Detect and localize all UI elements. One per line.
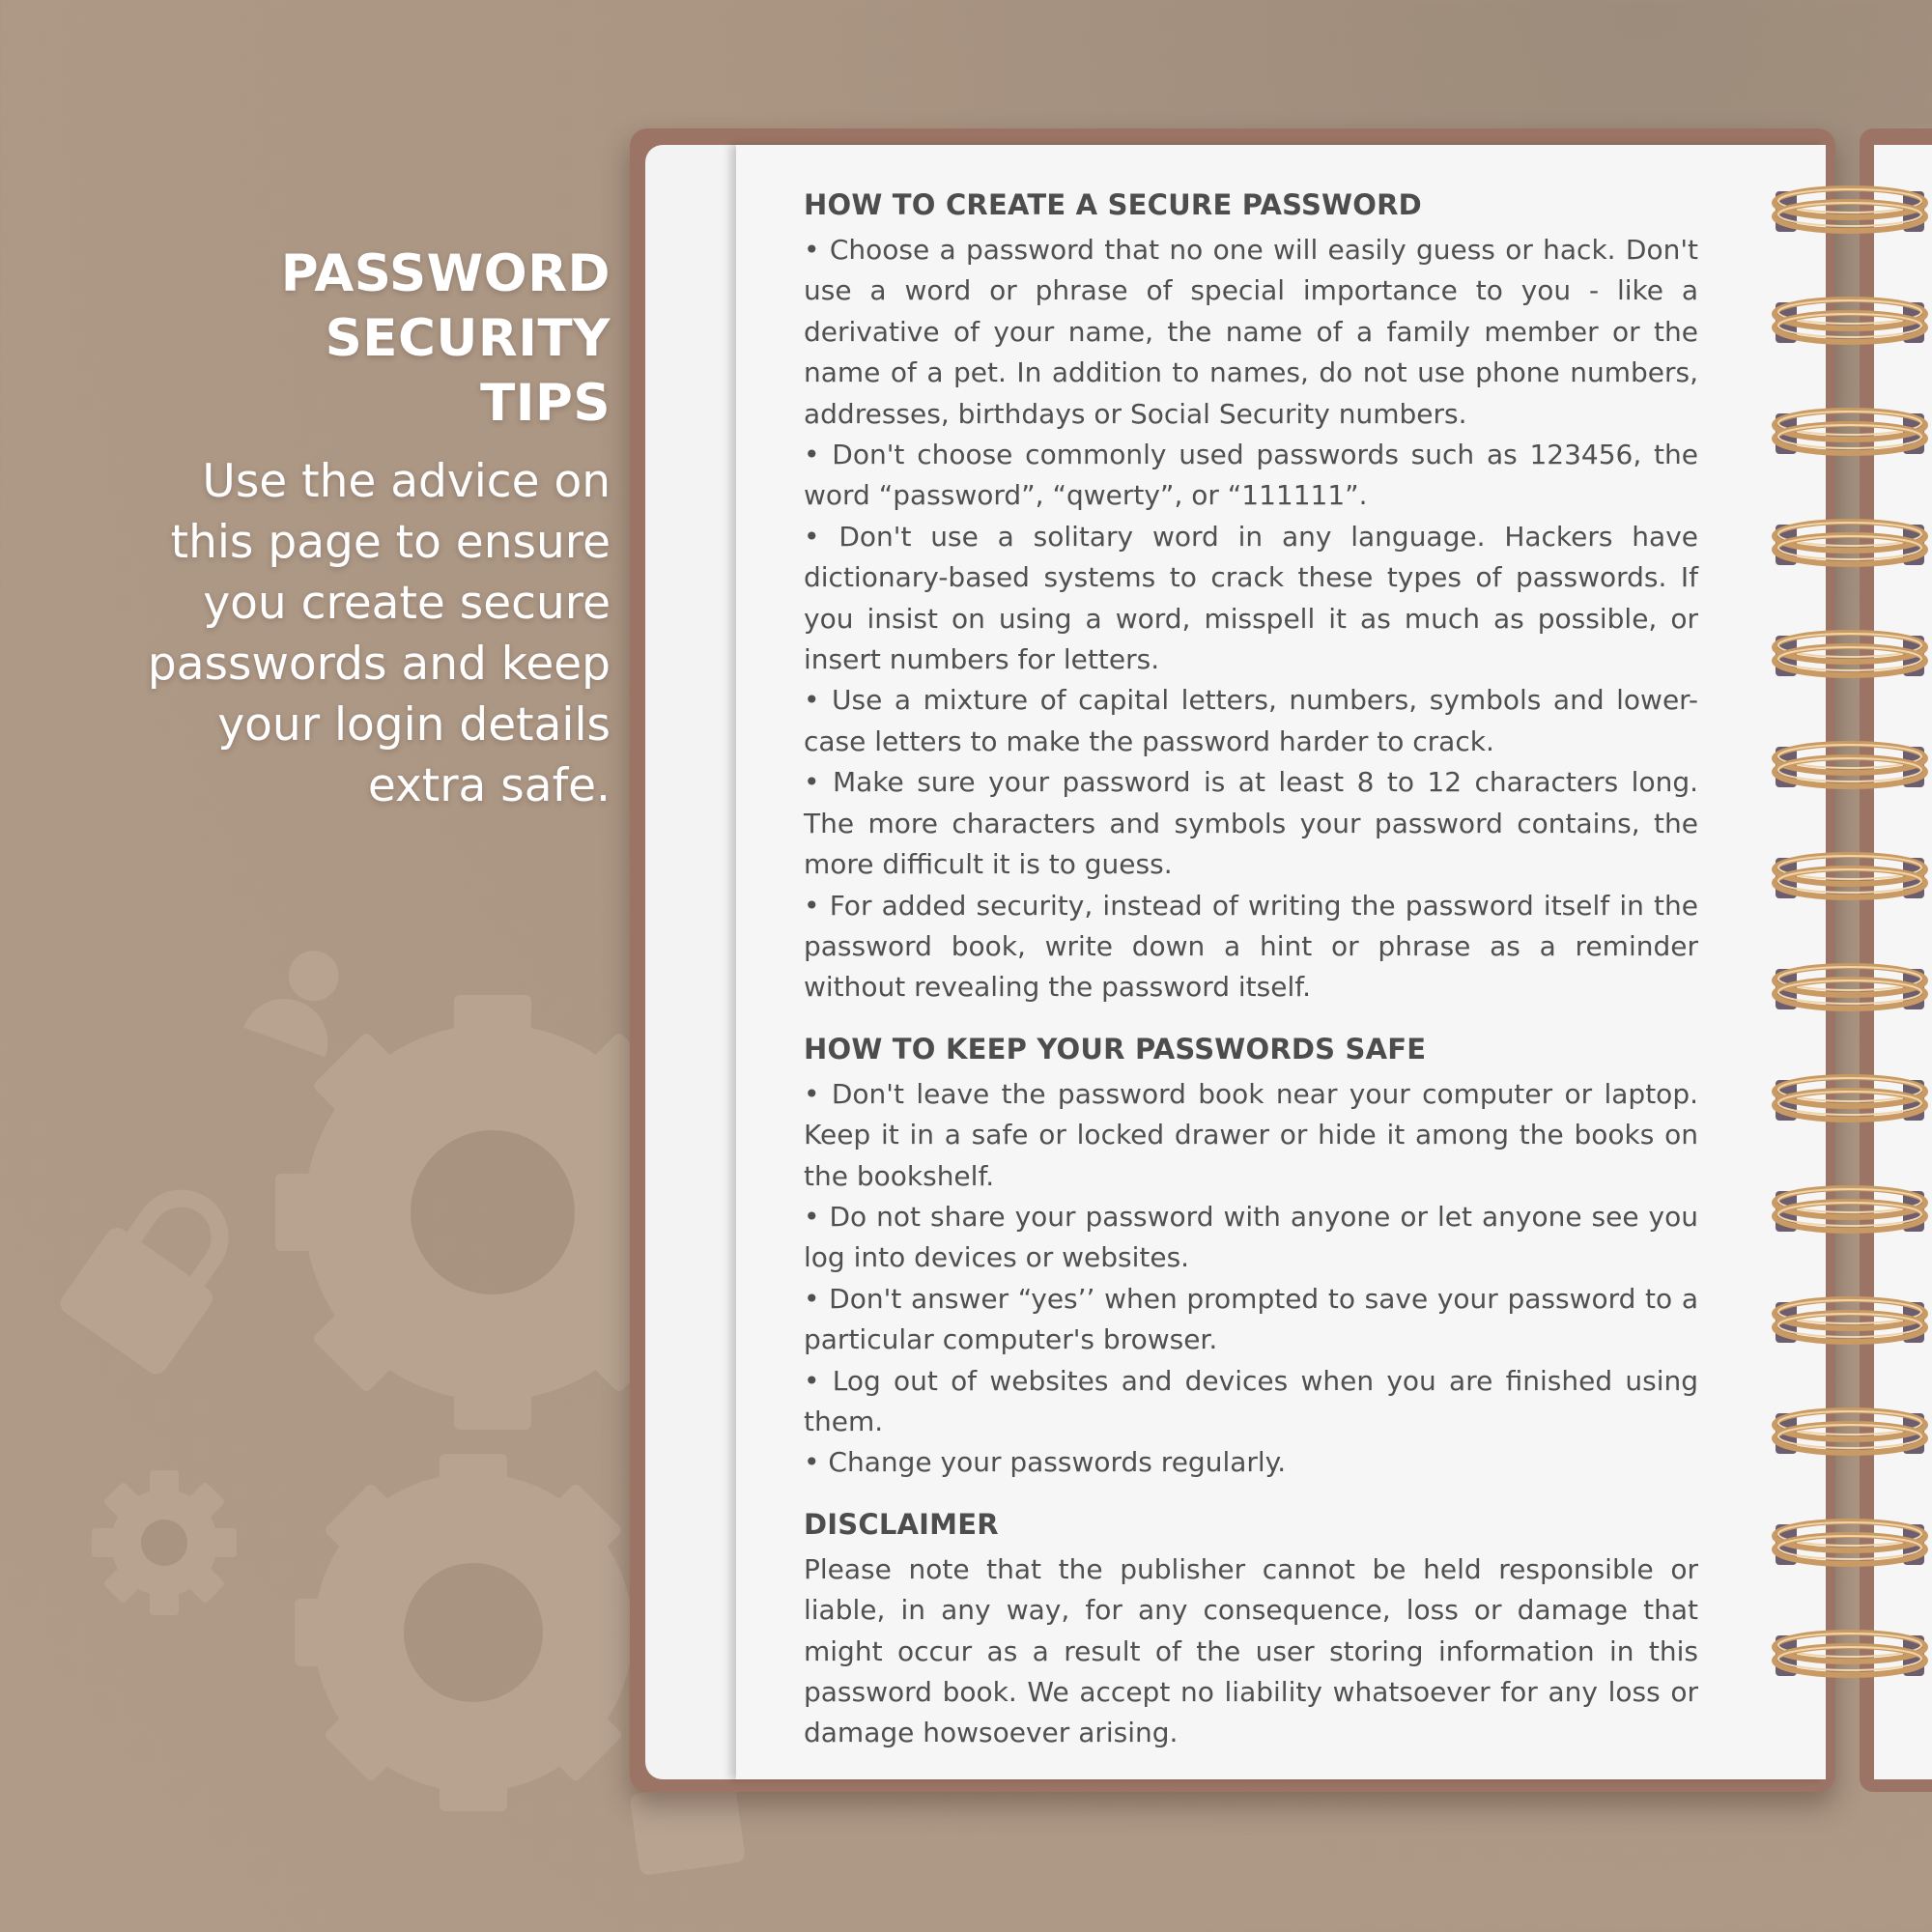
section-heading: HOW TO KEEP YOUR PASSWORDS SAFE [804, 1032, 1427, 1065]
headline-body-line: extra safe. [367, 759, 611, 812]
spiral-ring [1775, 1299, 1925, 1343]
spiral-ring [1775, 522, 1925, 565]
spiral-ring [1775, 299, 1925, 343]
gear-hole [404, 1563, 543, 1702]
spiral-ring [1775, 966, 1925, 1009]
gear-hole [411, 1130, 575, 1294]
gear-hole [141, 1520, 187, 1566]
disclaimer-paragraph: Please note that the publisher cannot be held responsible or liable, in any way, for any consequence, loss or damage that might occur as a result of the user storing information in this password book. We accept no liability whatsoever for any loss or damage howsoever arising. [804, 1552, 1698, 1749]
headline-title-line: SECURITY [325, 309, 611, 368]
spiral-ring [1775, 1410, 1925, 1454]
section-keep-safe [804, 1028, 1698, 1484]
lock-icon [56, 1170, 255, 1378]
spiral-ring [1775, 188, 1925, 232]
tip-paragraph: • Choose a password that no one will easily guess or hack. Don't use a word or phrase of special importance to you - like a derivative of your name, the name of a family member or the name of a pet. In addition to names, do not use phone numbers, addresses, birthdays or Social Security numbers. [804, 234, 1698, 430]
headline-title [39, 242, 611, 436]
section-heading: HOW TO CREATE A SECURE PASSWORD [804, 188, 1422, 221]
headline-body-line: this page to ensure [170, 516, 611, 569]
tip-paragraph: • Don't answer “yes’’ when prompted to save your password to a particular computer's browser. [804, 1282, 1698, 1356]
section-disclaimer [804, 1503, 1698, 1754]
headline-body-line: passwords and keep [147, 638, 611, 691]
spiral-ring [1775, 1633, 1925, 1676]
spiral-ring [1775, 1077, 1925, 1121]
section-create-password [804, 184, 1698, 1009]
headline-body-line: you create secure [203, 577, 611, 630]
tip-paragraph: • For added security, instead of writing the password itself in the password book, write down a hint or phrase as a reminder without revealing the password itself. [804, 889, 1698, 1004]
spiral-ring [1775, 1188, 1925, 1232]
tip-paragraph: • Don't use a solitary word in any language. Hackers have dictionary-based systems to crack these types of passwords. If you insist on using a word, misspell it as much as possible, or insert numbers for letters. [804, 520, 1698, 676]
headline-block [39, 242, 611, 816]
tip-paragraph: • Log out of websites and devices when you are finished using them. [804, 1364, 1698, 1437]
headline-title-line: TIPS [480, 374, 611, 433]
tip-paragraph: • Change your passwords regularly. [804, 1446, 1287, 1479]
headline-title-line: PASSWORD [280, 244, 611, 303]
tip-paragraph: • Don't leave the password book near your computer or laptop. Keep it in a safe or locked drawer or hide it among the books on the bookshelf. [804, 1077, 1698, 1192]
section-heading: DISCLAIMER [804, 1507, 999, 1541]
spiral-ring [1775, 633, 1925, 676]
tip-paragraph: • Don't choose commonly used passwords such as 123456, the word “password”, “qwerty”, or “111111”. [804, 439, 1698, 512]
headline-body [39, 451, 611, 816]
headline-body-line: Use the advice on [202, 455, 611, 508]
spiral-ring [1775, 744, 1925, 787]
spiral-binding [1768, 174, 1932, 1768]
user-icon [243, 936, 358, 1058]
page-content [804, 184, 1698, 1754]
headline-body-line: your login details [217, 698, 611, 752]
tip-paragraph: • Make sure your password is at least 8 to 12 characters long. The more characters and symbols your password contains, the more difficult it is to guess. [804, 766, 1698, 881]
tip-paragraph: • Do not share your password with anyone or let anyone see you log into devices or websites. [804, 1200, 1698, 1274]
spiral-ring [1775, 411, 1925, 454]
spiral-ring [1775, 1521, 1925, 1565]
tip-paragraph: • Use a mixture of capital letters, numbers, symbols and lower-case letters to make the password harder to crack. [804, 684, 1698, 757]
spiral-ring [1775, 855, 1925, 898]
